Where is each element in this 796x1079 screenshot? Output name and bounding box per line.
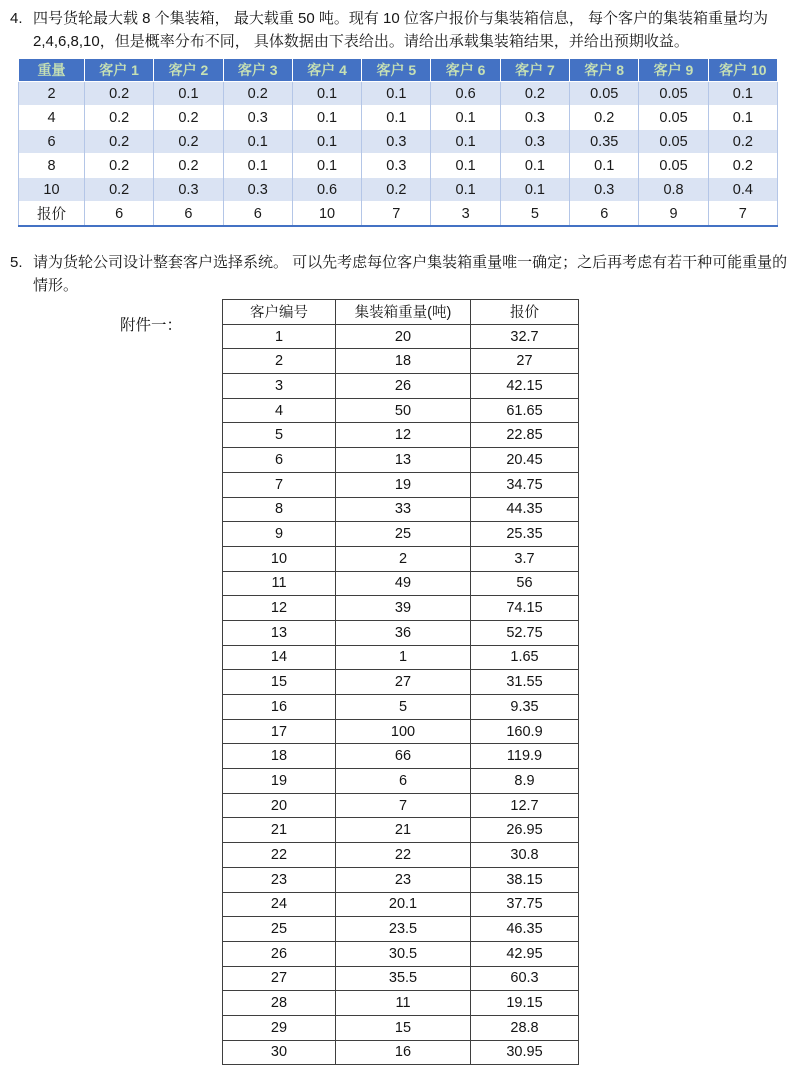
attach-cell-weight: 6 — [336, 769, 471, 794]
prob-cell-c9: 0.05 — [639, 106, 708, 130]
prob-cell-c4: 0.1 — [292, 130, 361, 154]
attach-table-row — [223, 546, 579, 571]
attach-cell-quote: 27 — [471, 349, 579, 374]
attach-cell-customer-id: 29 — [223, 1015, 336, 1040]
attach-table-row — [223, 1040, 579, 1065]
attach-cell-customer-id: 1 — [223, 324, 336, 349]
attach-table-row — [223, 744, 579, 769]
attach-cell-quote: 61.65 — [471, 398, 579, 423]
prob-cell-c1: 0.2 — [85, 178, 154, 202]
attach-cell-weight: 20 — [336, 324, 471, 349]
prob-col-customer-1: 客户 1 — [85, 59, 154, 82]
prob-cell-c7: 0.2 — [500, 82, 569, 106]
attach-cell-quote: 9.35 — [471, 695, 579, 720]
prob-cell-c6: 0.1 — [431, 154, 500, 178]
attach-cell-weight: 35.5 — [336, 966, 471, 991]
attach-cell-quote: 56 — [471, 571, 579, 596]
attach-cell-quote: 34.75 — [471, 472, 579, 497]
prob-table-row-2 — [19, 82, 778, 106]
attach-table-row — [223, 522, 579, 547]
prob-cell-c8: 0.1 — [570, 154, 639, 178]
prob-cell-c6: 0.1 — [431, 178, 500, 202]
problem-5-number: 5. — [10, 254, 23, 271]
prob-cell-c9: 0.05 — [639, 154, 708, 178]
attach-cell-weight: 19 — [336, 472, 471, 497]
attach-cell-weight: 7 — [336, 793, 471, 818]
attach-cell-quote: 19.15 — [471, 991, 579, 1016]
attach-cell-customer-id: 22 — [223, 843, 336, 868]
attach-cell-customer-id: 14 — [223, 645, 336, 670]
attach-cell-quote: 22.85 — [471, 423, 579, 448]
attach-cell-quote: 74.15 — [471, 596, 579, 621]
attach-cell-quote: 32.7 — [471, 324, 579, 349]
prob-cell-c4: 0.6 — [292, 178, 361, 202]
attach-cell-weight: 27 — [336, 670, 471, 695]
prob-col-customer-7: 客户 7 — [500, 59, 569, 82]
attach-cell-weight: 15 — [336, 1015, 471, 1040]
probability-table-header-row — [19, 59, 778, 82]
attach-cell-quote: 31.55 — [471, 670, 579, 695]
attachment-table-body — [223, 324, 579, 1065]
attach-cell-weight: 39 — [336, 596, 471, 621]
probability-table-header — [19, 59, 778, 82]
attach-table-row — [223, 818, 579, 843]
problem-5-text: 请为货轮公司设计整套客户选择系统。 可以先考虑每位客户集装箱重量唯一确定；之后再考虑有若干种可能重量的情形。 — [33, 254, 788, 294]
attach-cell-weight: 36 — [336, 620, 471, 645]
prob-cell-c3: 0.3 — [223, 178, 292, 202]
attach-table-row — [223, 991, 579, 1016]
attach-cell-customer-id: 20 — [223, 793, 336, 818]
prob-cell-c1: 0.2 — [85, 106, 154, 130]
attach-cell-quote: 12.7 — [471, 793, 579, 818]
attach-table-row — [223, 892, 579, 917]
attach-table-row — [223, 695, 579, 720]
prob-col-weight: 重量 — [19, 59, 85, 82]
prob-cell-c1: 0.2 — [85, 82, 154, 106]
prob-cell-c7: 0.1 — [500, 154, 569, 178]
attach-cell-weight: 49 — [336, 571, 471, 596]
prob-col-customer-6: 客户 6 — [431, 59, 500, 82]
attach-cell-weight: 22 — [336, 843, 471, 868]
attach-cell-quote: 8.9 — [471, 769, 579, 794]
attach-table-row — [223, 670, 579, 695]
attach-cell-quote: 42.95 — [471, 941, 579, 966]
prob-row-label: 4 — [19, 106, 85, 130]
prob-col-customer-10: 客户 10 — [708, 59, 777, 82]
attach-table-row — [223, 966, 579, 991]
attach-table-row — [223, 645, 579, 670]
prob-cell-c3: 6 — [223, 202, 292, 227]
attach-cell-customer-id: 15 — [223, 670, 336, 695]
prob-col-customer-2: 客户 2 — [154, 59, 223, 82]
attach-cell-weight: 21 — [336, 818, 471, 843]
prob-cell-c7: 0.3 — [500, 106, 569, 130]
attach-cell-weight: 30.5 — [336, 941, 471, 966]
prob-row-label: 10 — [19, 178, 85, 202]
attach-table-row — [223, 867, 579, 892]
attach-cell-customer-id: 3 — [223, 374, 336, 399]
prob-cell-c3: 0.1 — [223, 154, 292, 178]
attach-cell-quote: 160.9 — [471, 719, 579, 744]
attach-cell-weight: 11 — [336, 991, 471, 1016]
attach-cell-customer-id: 10 — [223, 546, 336, 571]
attach-cell-quote: 25.35 — [471, 522, 579, 547]
prob-cell-c10: 0.1 — [708, 106, 777, 130]
prob-cell-c6: 3 — [431, 202, 500, 227]
attach-table-row — [223, 448, 579, 473]
attach-cell-weight: 16 — [336, 1040, 471, 1065]
prob-cell-c2: 0.3 — [154, 178, 223, 202]
attach-cell-weight: 18 — [336, 349, 471, 374]
attach-cell-quote: 46.35 — [471, 917, 579, 942]
prob-table-row-4 — [19, 106, 778, 130]
attach-cell-customer-id: 25 — [223, 917, 336, 942]
prob-cell-c7: 0.1 — [500, 178, 569, 202]
attach-table-row — [223, 349, 579, 374]
prob-cell-c6: 0.1 — [431, 130, 500, 154]
attach-cell-quote: 26.95 — [471, 818, 579, 843]
attach-table-row — [223, 423, 579, 448]
attach-cell-customer-id: 27 — [223, 966, 336, 991]
attach-cell-customer-id: 5 — [223, 423, 336, 448]
attach-table-row — [223, 620, 579, 645]
prob-table-row-6 — [19, 130, 778, 154]
prob-cell-c10: 0.2 — [708, 130, 777, 154]
attach-cell-customer-id: 23 — [223, 867, 336, 892]
attach-cell-customer-id: 17 — [223, 719, 336, 744]
attach-cell-weight: 23.5 — [336, 917, 471, 942]
attach-cell-weight: 33 — [336, 497, 471, 522]
prob-cell-c2: 0.1 — [154, 82, 223, 106]
prob-cell-c9: 0.8 — [639, 178, 708, 202]
prob-cell-c3: 0.2 — [223, 82, 292, 106]
attach-cell-quote: 1.65 — [471, 645, 579, 670]
attach-cell-customer-id: 12 — [223, 596, 336, 621]
prob-cell-c1: 0.2 — [85, 154, 154, 178]
attach-cell-quote: 52.75 — [471, 620, 579, 645]
prob-cell-c3: 0.1 — [223, 130, 292, 154]
prob-cell-c8: 0.3 — [570, 178, 639, 202]
attach-cell-quote: 37.75 — [471, 892, 579, 917]
attach-table-row — [223, 1015, 579, 1040]
problem-4-text: 四号货轮最大载 8 个集装箱， 最大载重 50 吨。现有 10 位客户报价与集装箱信息， 每个客户的集装箱重量均为 2,4,6,8,10，但是概率分布不同， 具体数据由下表给出。请给出承载集装箱结果，并给出预期收益。 — [33, 10, 769, 50]
prob-col-customer-8: 客户 8 — [570, 59, 639, 82]
attach-table-row — [223, 596, 579, 621]
attach-cell-customer-id: 19 — [223, 769, 336, 794]
attach-cell-weight: 20.1 — [336, 892, 471, 917]
attach-cell-customer-id: 7 — [223, 472, 336, 497]
prob-cell-c9: 0.05 — [639, 130, 708, 154]
prob-cell-c4: 0.1 — [292, 82, 361, 106]
prob-cell-c6: 0.1 — [431, 106, 500, 130]
attach-cell-quote: 28.8 — [471, 1015, 579, 1040]
attachment-table-header-row — [223, 300, 579, 325]
attach-cell-weight: 12 — [336, 423, 471, 448]
attach-cell-quote: 119.9 — [471, 744, 579, 769]
prob-col-customer-4: 客户 4 — [292, 59, 361, 82]
attach-table-row — [223, 497, 579, 522]
attach-table-row — [223, 769, 579, 794]
prob-col-customer-5: 客户 5 — [362, 59, 431, 82]
prob-cell-c2: 0.2 — [154, 154, 223, 178]
prob-row-label: 报价 — [19, 202, 85, 227]
attach-cell-weight: 5 — [336, 695, 471, 720]
attach-cell-quote: 30.95 — [471, 1040, 579, 1065]
attach-cell-customer-id: 9 — [223, 522, 336, 547]
attach-cell-customer-id: 30 — [223, 1040, 336, 1065]
attach-cell-customer-id: 16 — [223, 695, 336, 720]
attach-cell-quote: 30.8 — [471, 843, 579, 868]
attach-table-row — [223, 398, 579, 423]
prob-cell-c8: 0.35 — [570, 130, 639, 154]
prob-row-label: 8 — [19, 154, 85, 178]
attach-cell-weight: 26 — [336, 374, 471, 399]
attachment-label: 附件一： — [120, 317, 183, 334]
attach-col-0: 客户编号 — [223, 300, 336, 325]
attach-cell-customer-id: 13 — [223, 620, 336, 645]
attach-cell-customer-id: 18 — [223, 744, 336, 769]
attach-cell-customer-id: 24 — [223, 892, 336, 917]
attach-cell-customer-id: 6 — [223, 448, 336, 473]
attach-cell-quote: 3.7 — [471, 546, 579, 571]
prob-cell-c5: 0.3 — [362, 130, 431, 154]
attach-cell-customer-id: 4 — [223, 398, 336, 423]
prob-cell-c1: 6 — [85, 202, 154, 227]
prob-cell-c4: 0.1 — [292, 106, 361, 130]
attach-cell-customer-id: 21 — [223, 818, 336, 843]
attach-table-row — [223, 843, 579, 868]
prob-cell-c3: 0.3 — [223, 106, 292, 130]
attach-cell-weight: 13 — [336, 448, 471, 473]
prob-cell-c9: 0.05 — [639, 82, 708, 106]
attach-cell-quote: 44.35 — [471, 497, 579, 522]
prob-cell-c4: 0.1 — [292, 154, 361, 178]
attach-cell-weight: 66 — [336, 744, 471, 769]
attach-cell-customer-id: 11 — [223, 571, 336, 596]
attachment-table-header — [223, 300, 579, 325]
prob-cell-c6: 0.6 — [431, 82, 500, 106]
attach-cell-customer-id: 28 — [223, 991, 336, 1016]
prob-cell-c9: 9 — [639, 202, 708, 227]
attach-cell-weight: 25 — [336, 522, 471, 547]
attachment-table — [222, 299, 579, 1065]
attach-table-row — [223, 324, 579, 349]
prob-cell-c10: 7 — [708, 202, 777, 227]
attach-table-row — [223, 472, 579, 497]
prob-cell-c7: 5 — [500, 202, 569, 227]
prob-cell-c8: 0.2 — [570, 106, 639, 130]
prob-row-label: 6 — [19, 130, 85, 154]
probability-table-body — [19, 82, 778, 227]
problem-5 — [10, 251, 790, 297]
prob-cell-c5: 0.3 — [362, 154, 431, 178]
prob-cell-c5: 0.2 — [362, 178, 431, 202]
attach-cell-quote: 42.15 — [471, 374, 579, 399]
attach-cell-quote: 20.45 — [471, 448, 579, 473]
prob-cell-c10: 0.2 — [708, 154, 777, 178]
prob-cell-c5: 0.1 — [362, 106, 431, 130]
attach-cell-weight: 50 — [336, 398, 471, 423]
attach-cell-weight: 2 — [336, 546, 471, 571]
problem-4 — [10, 7, 790, 53]
attach-cell-quote: 38.15 — [471, 867, 579, 892]
attach-cell-customer-id: 2 — [223, 349, 336, 374]
attach-cell-customer-id: 26 — [223, 941, 336, 966]
prob-cell-c2: 6 — [154, 202, 223, 227]
prob-table-row-8 — [19, 154, 778, 178]
attach-col-2: 报价 — [471, 300, 579, 325]
attach-cell-weight: 100 — [336, 719, 471, 744]
attach-table-row — [223, 941, 579, 966]
attach-table-row — [223, 793, 579, 818]
attach-cell-weight: 1 — [336, 645, 471, 670]
prob-cell-c8: 0.05 — [570, 82, 639, 106]
prob-col-customer-9: 客户 9 — [639, 59, 708, 82]
problem-4-number: 4. — [10, 10, 23, 27]
prob-cell-c5: 0.1 — [362, 82, 431, 106]
prob-row-label: 2 — [19, 82, 85, 106]
probability-table — [18, 59, 778, 227]
attach-cell-weight: 23 — [336, 867, 471, 892]
attach-table-row — [223, 917, 579, 942]
attach-cell-customer-id: 8 — [223, 497, 336, 522]
prob-cell-c2: 0.2 — [154, 130, 223, 154]
prob-col-customer-3: 客户 3 — [223, 59, 292, 82]
prob-cell-c2: 0.2 — [154, 106, 223, 130]
attach-cell-quote: 60.3 — [471, 966, 579, 991]
prob-table-row-报价 — [19, 202, 778, 227]
prob-cell-c1: 0.2 — [85, 130, 154, 154]
attach-table-row — [223, 719, 579, 744]
prob-cell-c10: 0.4 — [708, 178, 777, 202]
prob-cell-c8: 6 — [570, 202, 639, 227]
prob-cell-c10: 0.1 — [708, 82, 777, 106]
prob-cell-c5: 7 — [362, 202, 431, 227]
prob-table-row-10 — [19, 178, 778, 202]
attach-table-row — [223, 571, 579, 596]
attach-col-1: 集装箱重量(吨) — [336, 300, 471, 325]
prob-cell-c7: 0.3 — [500, 130, 569, 154]
attach-table-row — [223, 374, 579, 399]
prob-cell-c4: 10 — [292, 202, 361, 227]
